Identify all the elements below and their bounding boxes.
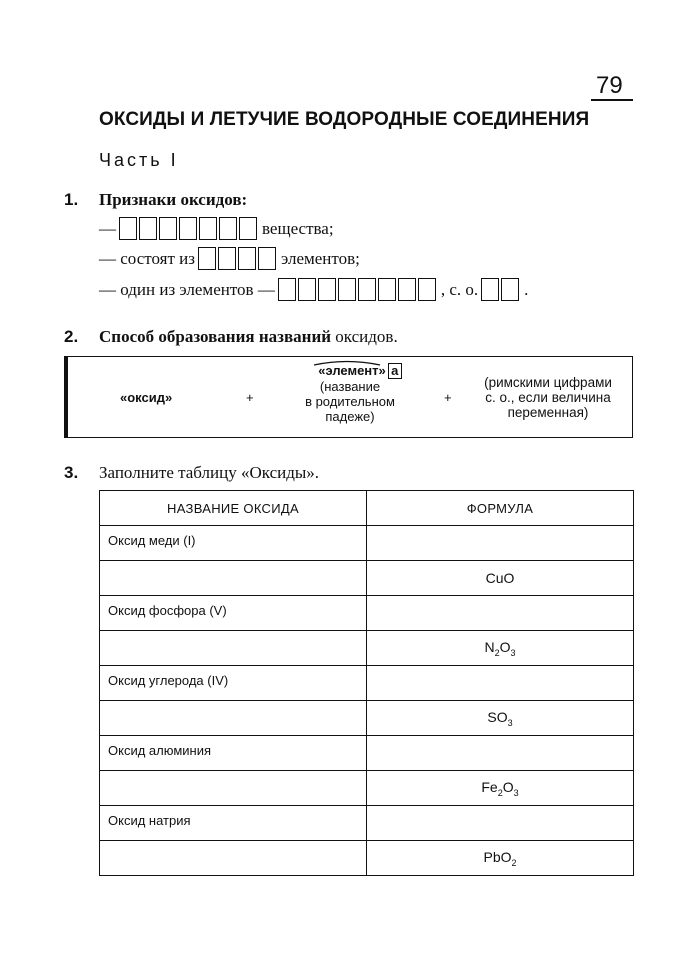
formula-cell: CuO [367,561,634,596]
page-number-underline [591,99,633,101]
table-row [100,666,634,701]
task-2-heading-rest: оксидов. [331,327,398,346]
task-3-number: 3. [64,463,79,482]
oxide-name-cell: Оксид натрия [100,806,367,841]
formula-cell[interactable] [367,596,634,631]
task-2-number: 2. [64,327,79,346]
header-oxide-name: НАЗВАНИЕ ОКСИДА [100,491,367,526]
task-1-line-3 [99,278,528,301]
formula-cell: $SO_3$ [367,701,634,736]
table-row [100,771,634,806]
line-3-mid: , с. о. [440,279,479,299]
table-row [100,596,634,631]
formula-cell[interactable] [367,806,634,841]
answer-boxes-2[interactable] [481,278,521,301]
scheme-element-note: (название в родительном падеже) [305,379,395,424]
line-2-prefix: — состоят из [99,248,195,268]
line-1-suffix: вещества; [262,218,334,238]
oxide-name-cell: Оксид фосфора (V) [100,596,367,631]
table-row [100,806,634,841]
scheme-letter-box: а [388,363,402,379]
page-number: 79 [596,72,623,99]
task-3-heading: Заполните таблицу «Оксиды». [99,463,320,482]
table-header-row [100,491,634,526]
task-2-heading [99,327,398,347]
scheme-oxide: «оксид» [120,390,173,405]
formula-cell: $N_2O_3$ [367,631,634,666]
oxide-name-cell: Оксид углерода (IV) [100,666,367,701]
scheme-element [300,363,420,379]
oxide-name-cell: Оксид меди (I) [100,526,367,561]
task-2-heading-bold: Способ образования названий [99,327,332,346]
task-1-line-1 [99,217,334,240]
task-1-line-2 [99,247,360,270]
page-title: ОКСИДЫ И ЛЕТУЧИЕ ВОДОРОДНЫЕ СОЕДИНЕНИЯ [99,109,590,130]
formula-cell: $Fe_2O_3$ [367,771,634,806]
scheme-plus-2: + [444,390,452,405]
scheme-element-word: «элемент» [318,363,386,378]
line-3-end: . [524,279,529,299]
arc-mark-icon [312,360,382,366]
name-formation-scheme [64,356,633,438]
table-row [100,561,634,596]
oxide-name-cell[interactable] [100,771,367,806]
header-formula: ФОРМУЛА [367,491,634,526]
oxide-name-cell[interactable] [100,631,367,666]
table-row [100,841,634,876]
oxide-name-cell[interactable] [100,701,367,736]
answer-boxes-4[interactable] [198,247,278,270]
scheme-roman-note: (римскими цифрами с. о., если величина переменная) [484,375,612,420]
line-2-suffix: элементов; [280,248,360,268]
oxide-name-cell: Оксид алюминия [100,736,367,771]
scheme-plus-1: + [246,390,254,405]
table-row [100,736,634,771]
oxide-name-cell[interactable] [100,841,367,876]
answer-boxes-8[interactable] [278,278,438,301]
task-1-number: 1. [64,190,79,209]
answer-boxes-7[interactable] [119,217,259,240]
formula-cell[interactable] [367,736,634,771]
table-row [100,526,634,561]
dash: — [99,218,116,238]
formula-cell: PbO$_2$ [367,841,634,876]
line-3-prefix: — один из элементов — [99,279,275,299]
table-row [100,701,634,736]
formula-cell[interactable] [367,526,634,561]
task-1-heading: Признаки оксидов: [99,190,248,209]
formula-cell[interactable] [367,666,634,701]
oxide-name-cell[interactable] [100,561,367,596]
part-label: Часть I [99,150,179,170]
oxides-table [99,490,634,876]
table-row [100,631,634,666]
